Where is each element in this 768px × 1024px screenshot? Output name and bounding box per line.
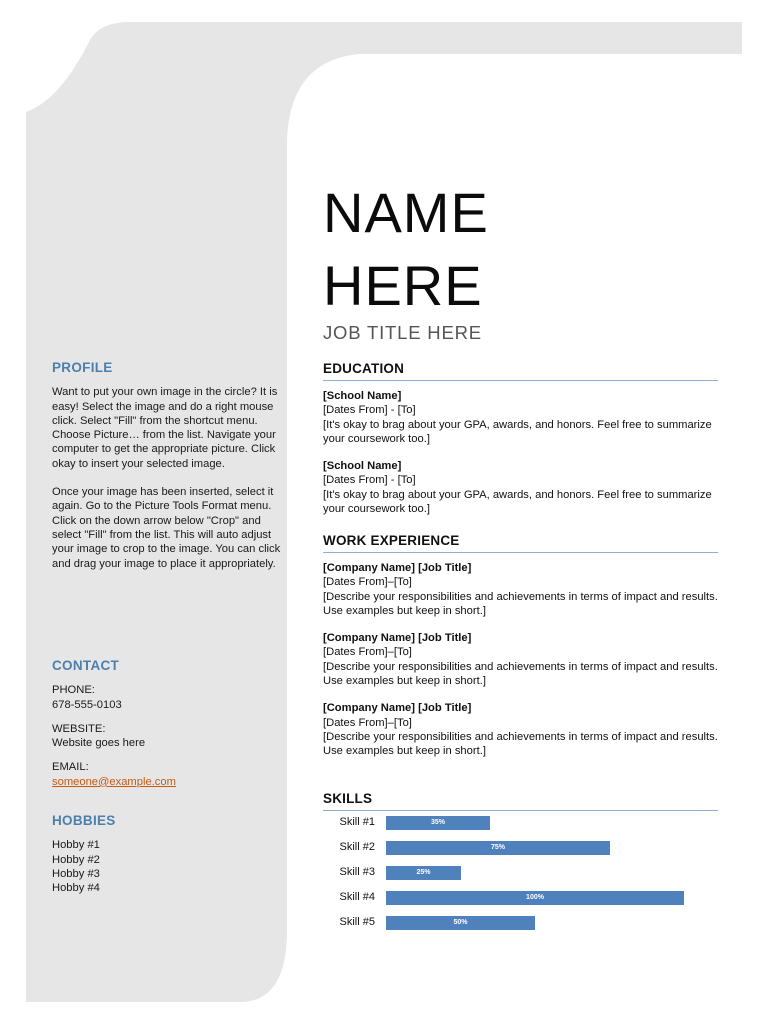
job-description: [Describe your responsibilities and achievements in terms of impact and results. Use examples but keep in short.]: [323, 590, 718, 617]
work-entry: [323, 631, 718, 688]
school-dates: [Dates From] - [To]: [323, 404, 416, 417]
hobbies-heading: HOBBIES: [52, 813, 116, 828]
school-dates: [Dates From] - [To]: [323, 474, 416, 487]
skill-value-label: 75%: [490, 844, 505, 851]
skill-label: Skill #4: [339, 891, 375, 903]
skill-value-label: 25%: [416, 869, 431, 876]
work-heading: WORK EXPERIENCE: [323, 533, 718, 553]
skill-value-label: 50%: [453, 919, 468, 926]
phone-label: PHONE:: [52, 684, 95, 697]
skill-value-label: 35%: [430, 819, 445, 826]
hobby-item: Hobby #2: [52, 853, 100, 866]
work-entry: [323, 561, 718, 618]
name-line-1: NAME: [323, 181, 489, 244]
job-title: JOB TITLE HERE: [323, 322, 482, 343]
skill-value-label: 100%: [526, 894, 544, 901]
skills-section: [323, 791, 718, 811]
hobby-item: Hobby #4: [52, 882, 100, 895]
website-label: WEBSITE:: [52, 722, 106, 735]
skill-label: Skill #3: [339, 866, 375, 878]
school-description: [It's okay to brag about your GPA, awards, and honors. Feel free to summarize your coursework too.]: [323, 418, 712, 445]
email-item: [52, 760, 282, 789]
work-experience-section: [323, 533, 718, 759]
profile-heading: PROFILE: [52, 360, 113, 375]
profile-paragraph-1: Want to put your own image in the circle? It is easy! Select the image and do a right mouse click. Select "Fill" from the shortcut menu. Choose Picture… from the list. Navigate your computer to get the appropriate picture. Click okay to insert your selected image.: [52, 386, 278, 470]
phone-value: 678-555-0103: [52, 698, 122, 711]
job-dates: [Dates From]–[To]: [323, 716, 412, 729]
job-company-title: [Company Name] [Job Title]: [323, 562, 472, 574]
profile-section: [52, 361, 282, 571]
school-description: [It's okay to brag about your GPA, awards, and honors. Feel free to summarize your coursework too.]: [323, 488, 712, 516]
job-description: [Describe your responsibilities and achievements in terms of impact and results. Use examples but keep in short.]: [323, 660, 718, 688]
job-dates: [Dates From]–[To]: [323, 576, 412, 589]
education-entry: [323, 389, 718, 446]
phone-item: [52, 683, 282, 712]
email-link[interactable]: someone@example.com: [52, 775, 176, 788]
skill-label: Skill #1: [339, 816, 375, 828]
hobby-item: Hobby #1: [52, 839, 100, 852]
education-heading: EDUCATION: [323, 361, 718, 381]
name-line-2: HERE: [323, 254, 483, 317]
work-entry: [323, 701, 718, 758]
skill-label: Skill #2: [339, 841, 375, 853]
skills-heading: SKILLS: [323, 791, 718, 811]
hobby-item: Hobby #3: [52, 867, 100, 880]
contact-heading: CONTACT: [52, 658, 120, 673]
school-name: [School Name]: [323, 460, 402, 473]
website-value: Website goes here: [52, 737, 146, 750]
job-dates: [Dates From]–[To]: [323, 646, 412, 659]
job-company-title: [Company Name] [Job Title]: [323, 632, 472, 645]
school-name: [School Name]: [323, 390, 402, 402]
profile-paragraph-2: Once your image has been inserted, select it again. Go to the Picture Tools Format menu. Click on the down arrow below "Crop" and select "Fill" from the list. This will auto adjust your image to crop to the image. You can click and drag your image to place it appropriately.: [52, 486, 281, 570]
education-entry: [323, 459, 718, 516]
job-description: [Describe your responsibilities and achievements in terms of impact and results. Use examples but keep in short.]: [323, 730, 718, 758]
job-company-title: [Company Name] [Job Title]: [323, 702, 472, 715]
education-section: [323, 361, 718, 516]
contact-section: [52, 659, 282, 789]
website-item: [52, 722, 282, 751]
hobbies-list: [52, 838, 282, 895]
name-heading: [323, 176, 489, 322]
skill-label: Skill #5: [339, 916, 375, 928]
hobbies-section: [52, 814, 282, 895]
email-label: EMAIL:: [52, 761, 89, 774]
